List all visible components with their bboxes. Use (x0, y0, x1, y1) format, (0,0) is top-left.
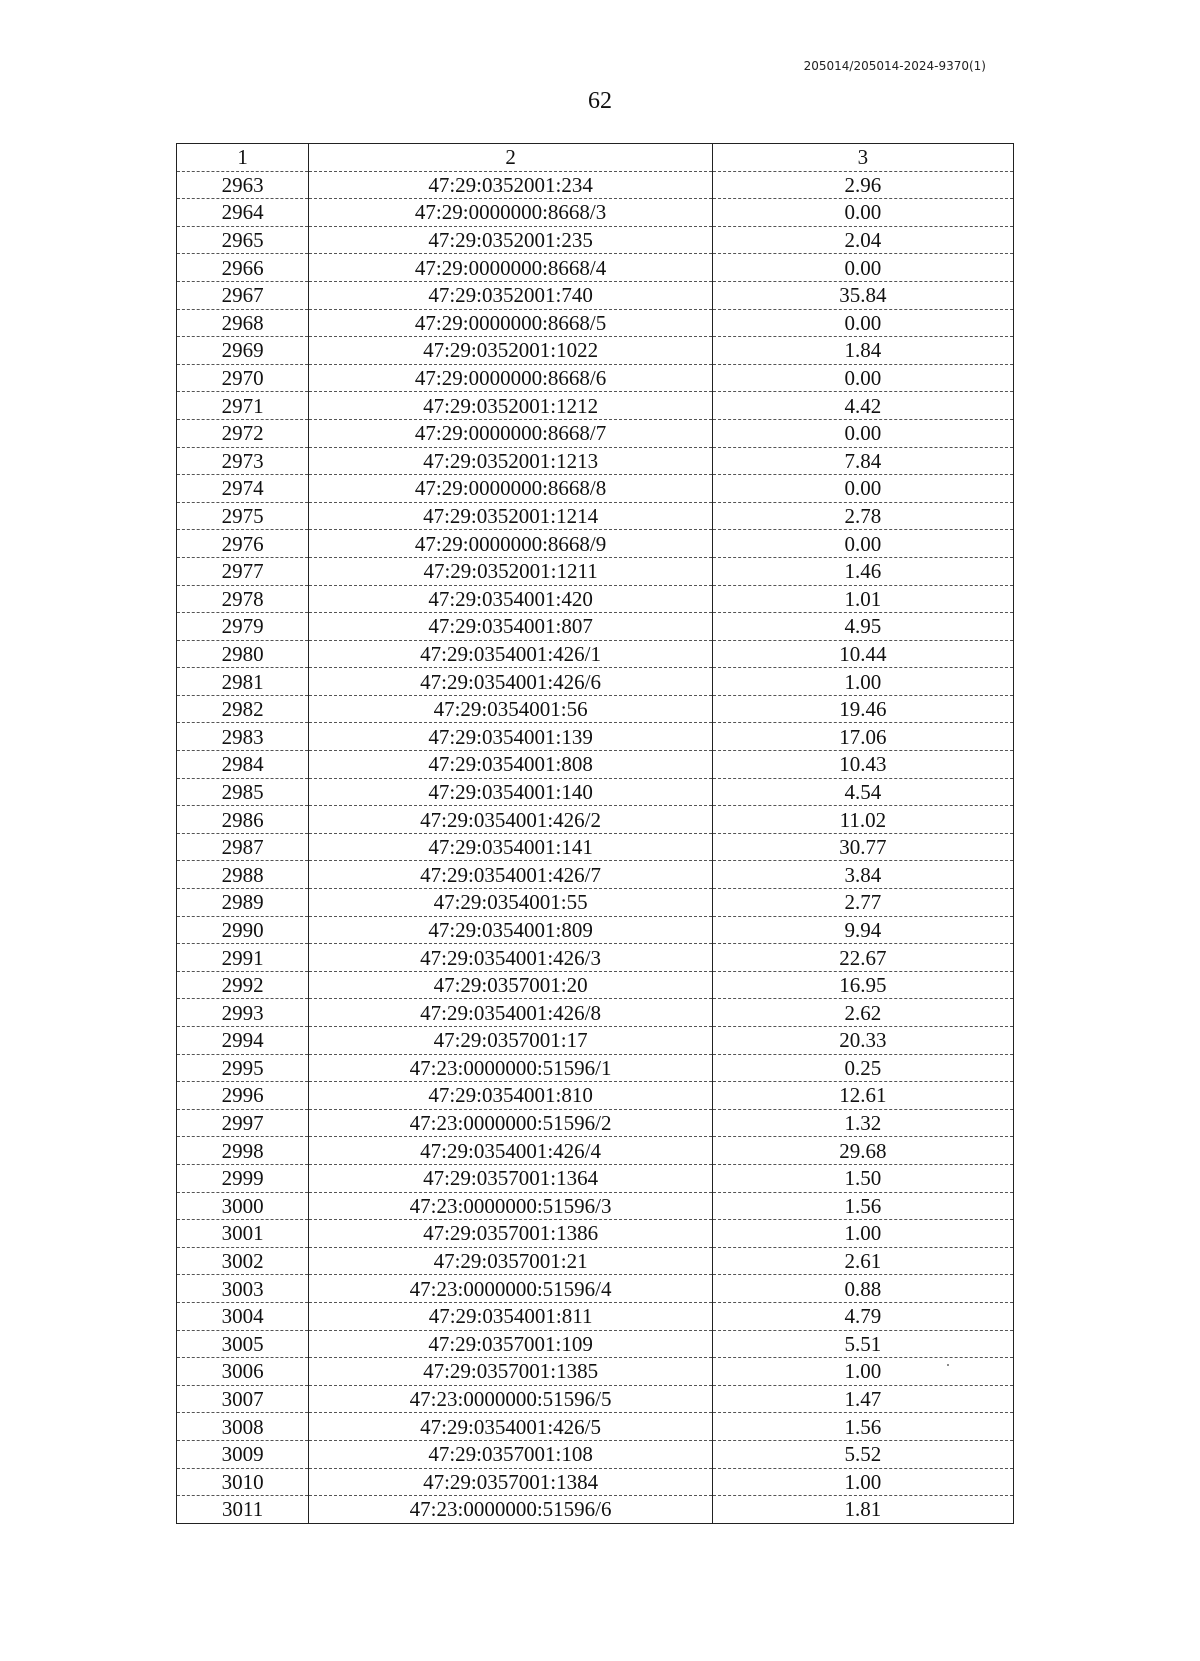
value-cell: 22.67 (712, 944, 1013, 972)
value-cell: 30.77 (712, 833, 1013, 861)
cadastral-number-cell: 47:29:0352001:234 (309, 171, 713, 199)
row-number-cell: 2982 (177, 695, 309, 723)
cadastral-number-cell: 47:29:0354001:426/4 (309, 1137, 713, 1165)
cadastral-number-cell: 47:29:0354001:809 (309, 916, 713, 944)
table-row (177, 281, 1014, 309)
row-number-cell: 2963 (177, 171, 309, 199)
value-cell: 9.94 (712, 916, 1013, 944)
cadastral-number-cell: 47:29:0354001:426/2 (309, 806, 713, 834)
row-number-cell: 2971 (177, 392, 309, 420)
row-number-cell: 3006 (177, 1358, 309, 1386)
value-cell: 3.84 (712, 861, 1013, 889)
table-row (177, 1082, 1014, 1110)
cadastral-number-cell: 47:23:0000000:51596/2 (309, 1109, 713, 1137)
table-row (177, 1137, 1014, 1165)
table-row (177, 1027, 1014, 1055)
table-row (177, 419, 1014, 447)
value-cell: 0.00 (712, 199, 1013, 227)
table-row (177, 1302, 1014, 1330)
cadastral-number-cell: 47:29:0354001:426/1 (309, 640, 713, 668)
row-number-cell: 2965 (177, 226, 309, 254)
table-row (177, 337, 1014, 365)
table-row (177, 1220, 1014, 1248)
value-cell: 0.00 (712, 419, 1013, 447)
cadastral-number-cell: 47:29:0354001:807 (309, 613, 713, 641)
row-number-cell: 2986 (177, 806, 309, 834)
value-cell: 2.77 (712, 889, 1013, 917)
table-row (177, 1109, 1014, 1137)
table-row (177, 695, 1014, 723)
cadastral-number-cell: 47:29:0352001:1213 (309, 447, 713, 475)
cadastral-number-cell: 47:29:0352001:1212 (309, 392, 713, 420)
value-cell: 11.02 (712, 806, 1013, 834)
row-number-cell: 2989 (177, 889, 309, 917)
value-cell: 4.54 (712, 778, 1013, 806)
cadastral-number-cell: 47:29:0357001:21 (309, 1247, 713, 1275)
column-header-1: 1 (177, 144, 309, 172)
table-row (177, 364, 1014, 392)
value-cell: 2.62 (712, 999, 1013, 1027)
row-number-cell: 2970 (177, 364, 309, 392)
table-row (177, 447, 1014, 475)
table-row (177, 1054, 1014, 1082)
value-cell: 5.51 (712, 1330, 1013, 1358)
value-cell: 10.44 (712, 640, 1013, 668)
row-number-cell: 3010 (177, 1468, 309, 1496)
row-number-cell: 3007 (177, 1385, 309, 1413)
value-cell: 16.95 (712, 971, 1013, 999)
cadastral-number-cell: 47:29:0357001:1364 (309, 1164, 713, 1192)
row-number-cell: 2995 (177, 1054, 309, 1082)
value-cell: 2.04 (712, 226, 1013, 254)
data-table (176, 143, 1014, 1524)
cadastral-number-cell: 47:29:0352001:1211 (309, 557, 713, 585)
row-number-cell: 2992 (177, 971, 309, 999)
value-cell: 12.61 (712, 1082, 1013, 1110)
table-row (177, 1164, 1014, 1192)
table-row (177, 833, 1014, 861)
row-number-cell: 2999 (177, 1164, 309, 1192)
document-id: 205014/205014-2024-9370(1) (803, 59, 986, 73)
table-row (177, 1330, 1014, 1358)
cadastral-number-cell: 47:29:0354001:55 (309, 889, 713, 917)
cadastral-number-cell: 47:29:0000000:8668/9 (309, 530, 713, 558)
page-number: 62 (588, 88, 612, 114)
cadastral-number-cell: 47:29:0354001:808 (309, 751, 713, 779)
value-cell: 4.95 (712, 613, 1013, 641)
cadastral-number-cell: 47:29:0000000:8668/3 (309, 199, 713, 227)
table-row (177, 585, 1014, 613)
cadastral-number-cell: 47:29:0000000:8668/4 (309, 254, 713, 282)
value-cell: 29.68 (712, 1137, 1013, 1165)
value-cell: 1.00 (712, 668, 1013, 696)
value-cell: 1.84 (712, 337, 1013, 365)
cadastral-number-cell: 47:29:0357001:1384 (309, 1468, 713, 1496)
value-cell: 0.25 (712, 1054, 1013, 1082)
cadastral-number-cell: 47:29:0357001:108 (309, 1440, 713, 1468)
row-number-cell: 3009 (177, 1440, 309, 1468)
cadastral-number-cell: 47:29:0357001:1386 (309, 1220, 713, 1248)
cadastral-number-cell: 47:23:0000000:51596/4 (309, 1275, 713, 1303)
table-row (177, 1275, 1014, 1303)
table-row (177, 999, 1014, 1027)
cadastral-number-cell: 47:29:0354001:56 (309, 695, 713, 723)
cadastral-number-cell: 47:29:0354001:426/8 (309, 999, 713, 1027)
cadastral-number-cell: 47:29:0352001:235 (309, 226, 713, 254)
value-cell: 1.00 (712, 1468, 1013, 1496)
cadastral-number-cell: 47:29:0000000:8668/7 (309, 419, 713, 447)
cadastral-number-cell: 47:29:0357001:17 (309, 1027, 713, 1055)
row-number-cell: 3004 (177, 1302, 309, 1330)
row-number-cell: 3011 (177, 1496, 309, 1524)
row-number-cell: 2969 (177, 337, 309, 365)
table-row (177, 1440, 1014, 1468)
row-number-cell: 2984 (177, 751, 309, 779)
row-number-cell: 2981 (177, 668, 309, 696)
table-row (177, 1192, 1014, 1220)
row-number-cell: 2976 (177, 530, 309, 558)
column-header-2: 2 (309, 144, 713, 172)
value-cell: 7.84 (712, 447, 1013, 475)
value-cell: 2.61 (712, 1247, 1013, 1275)
table-row (177, 392, 1014, 420)
row-number-cell: 3001 (177, 1220, 309, 1248)
value-cell: 1.00 (712, 1358, 1013, 1386)
table-row (177, 226, 1014, 254)
row-number-cell: 3008 (177, 1413, 309, 1441)
row-number-cell: 2967 (177, 281, 309, 309)
value-cell: 0.00 (712, 364, 1013, 392)
row-number-cell: 3000 (177, 1192, 309, 1220)
column-header-3: 3 (712, 144, 1013, 172)
value-cell: 1.56 (712, 1192, 1013, 1220)
value-cell: 2.96 (712, 171, 1013, 199)
row-number-cell: 2985 (177, 778, 309, 806)
cadastral-number-cell: 47:29:0354001:426/5 (309, 1413, 713, 1441)
table-row (177, 309, 1014, 337)
value-cell: 1.56 (712, 1413, 1013, 1441)
value-cell: 5.52 (712, 1440, 1013, 1468)
value-cell: 35.84 (712, 281, 1013, 309)
table-row (177, 1358, 1014, 1386)
cadastral-number-cell: 47:23:0000000:51596/5 (309, 1385, 713, 1413)
table-row (177, 916, 1014, 944)
cadastral-number-cell: 47:29:0357001:1385 (309, 1358, 713, 1386)
value-cell: 0.00 (712, 530, 1013, 558)
row-number-cell: 2979 (177, 613, 309, 641)
row-number-cell: 2978 (177, 585, 309, 613)
row-number-cell: 2980 (177, 640, 309, 668)
cadastral-number-cell: 47:29:0354001:811 (309, 1302, 713, 1330)
row-number-cell: 2968 (177, 309, 309, 337)
table-row (177, 723, 1014, 751)
table-row (177, 1413, 1014, 1441)
table-row (177, 530, 1014, 558)
cadastral-number-cell: 47:23:0000000:51596/3 (309, 1192, 713, 1220)
cadastral-number-cell: 47:29:0354001:810 (309, 1082, 713, 1110)
value-cell: 2.78 (712, 502, 1013, 530)
scan-speck (947, 1364, 949, 1366)
cadastral-number-cell: 47:29:0000000:8668/8 (309, 475, 713, 503)
cadastral-number-cell: 47:29:0354001:426/7 (309, 861, 713, 889)
value-cell: 0.00 (712, 254, 1013, 282)
value-cell: 19.46 (712, 695, 1013, 723)
table-row (177, 1468, 1014, 1496)
value-cell: 17.06 (712, 723, 1013, 751)
value-cell: 4.42 (712, 392, 1013, 420)
row-number-cell: 2977 (177, 557, 309, 585)
value-cell: 4.79 (712, 1302, 1013, 1330)
row-number-cell: 3005 (177, 1330, 309, 1358)
cadastral-number-cell: 47:29:0000000:8668/6 (309, 364, 713, 392)
table-row (177, 171, 1014, 199)
cadastral-number-cell: 47:29:0352001:1214 (309, 502, 713, 530)
cadastral-number-cell: 47:29:0352001:740 (309, 281, 713, 309)
cadastral-number-cell: 47:29:0354001:141 (309, 833, 713, 861)
value-cell: 10.43 (712, 751, 1013, 779)
table-body (177, 144, 1014, 1524)
table-row (177, 861, 1014, 889)
cadastral-number-cell: 47:29:0354001:420 (309, 585, 713, 613)
value-cell: 1.81 (712, 1496, 1013, 1524)
table-row (177, 668, 1014, 696)
row-number-cell: 3003 (177, 1275, 309, 1303)
row-number-cell: 3002 (177, 1247, 309, 1275)
table-row (177, 971, 1014, 999)
row-number-cell: 2964 (177, 199, 309, 227)
table-row (177, 1385, 1014, 1413)
row-number-cell: 2983 (177, 723, 309, 751)
cadastral-number-cell: 47:29:0357001:20 (309, 971, 713, 999)
row-number-cell: 2996 (177, 1082, 309, 1110)
table-header-row (177, 144, 1014, 172)
table-row (177, 640, 1014, 668)
row-number-cell: 2990 (177, 916, 309, 944)
table-row (177, 944, 1014, 972)
cadastral-number-cell: 47:29:0354001:140 (309, 778, 713, 806)
cadastral-number-cell: 47:29:0357001:109 (309, 1330, 713, 1358)
value-cell: 0.00 (712, 309, 1013, 337)
cadastral-number-cell: 47:23:0000000:51596/1 (309, 1054, 713, 1082)
table-row (177, 778, 1014, 806)
table-row (177, 502, 1014, 530)
row-number-cell: 2994 (177, 1027, 309, 1055)
table-row (177, 806, 1014, 834)
cadastral-number-cell: 47:29:0352001:1022 (309, 337, 713, 365)
value-cell: 20.33 (712, 1027, 1013, 1055)
table-row (177, 1247, 1014, 1275)
table-row (177, 889, 1014, 917)
value-cell: 1.01 (712, 585, 1013, 613)
row-number-cell: 2973 (177, 447, 309, 475)
row-number-cell: 2972 (177, 419, 309, 447)
cadastral-number-cell: 47:29:0354001:426/3 (309, 944, 713, 972)
row-number-cell: 2991 (177, 944, 309, 972)
table-row (177, 557, 1014, 585)
row-number-cell: 2998 (177, 1137, 309, 1165)
row-number-cell: 2997 (177, 1109, 309, 1137)
table-row (177, 613, 1014, 641)
value-cell: 1.47 (712, 1385, 1013, 1413)
table-row (177, 1496, 1014, 1524)
value-cell: 0.00 (712, 475, 1013, 503)
row-number-cell: 2975 (177, 502, 309, 530)
cadastral-number-cell: 47:29:0354001:139 (309, 723, 713, 751)
table-row (177, 751, 1014, 779)
value-cell: 0.88 (712, 1275, 1013, 1303)
row-number-cell: 2993 (177, 999, 309, 1027)
value-cell: 1.32 (712, 1109, 1013, 1137)
row-number-cell: 2966 (177, 254, 309, 282)
value-cell: 1.00 (712, 1220, 1013, 1248)
value-cell: 1.50 (712, 1164, 1013, 1192)
cadastral-number-cell: 47:29:0000000:8668/5 (309, 309, 713, 337)
row-number-cell: 2974 (177, 475, 309, 503)
table-row (177, 254, 1014, 282)
cadastral-number-cell: 47:29:0354001:426/6 (309, 668, 713, 696)
cadastral-number-cell: 47:23:0000000:51596/6 (309, 1496, 713, 1524)
table-row (177, 199, 1014, 227)
row-number-cell: 2987 (177, 833, 309, 861)
table-row (177, 475, 1014, 503)
value-cell: 1.46 (712, 557, 1013, 585)
row-number-cell: 2988 (177, 861, 309, 889)
